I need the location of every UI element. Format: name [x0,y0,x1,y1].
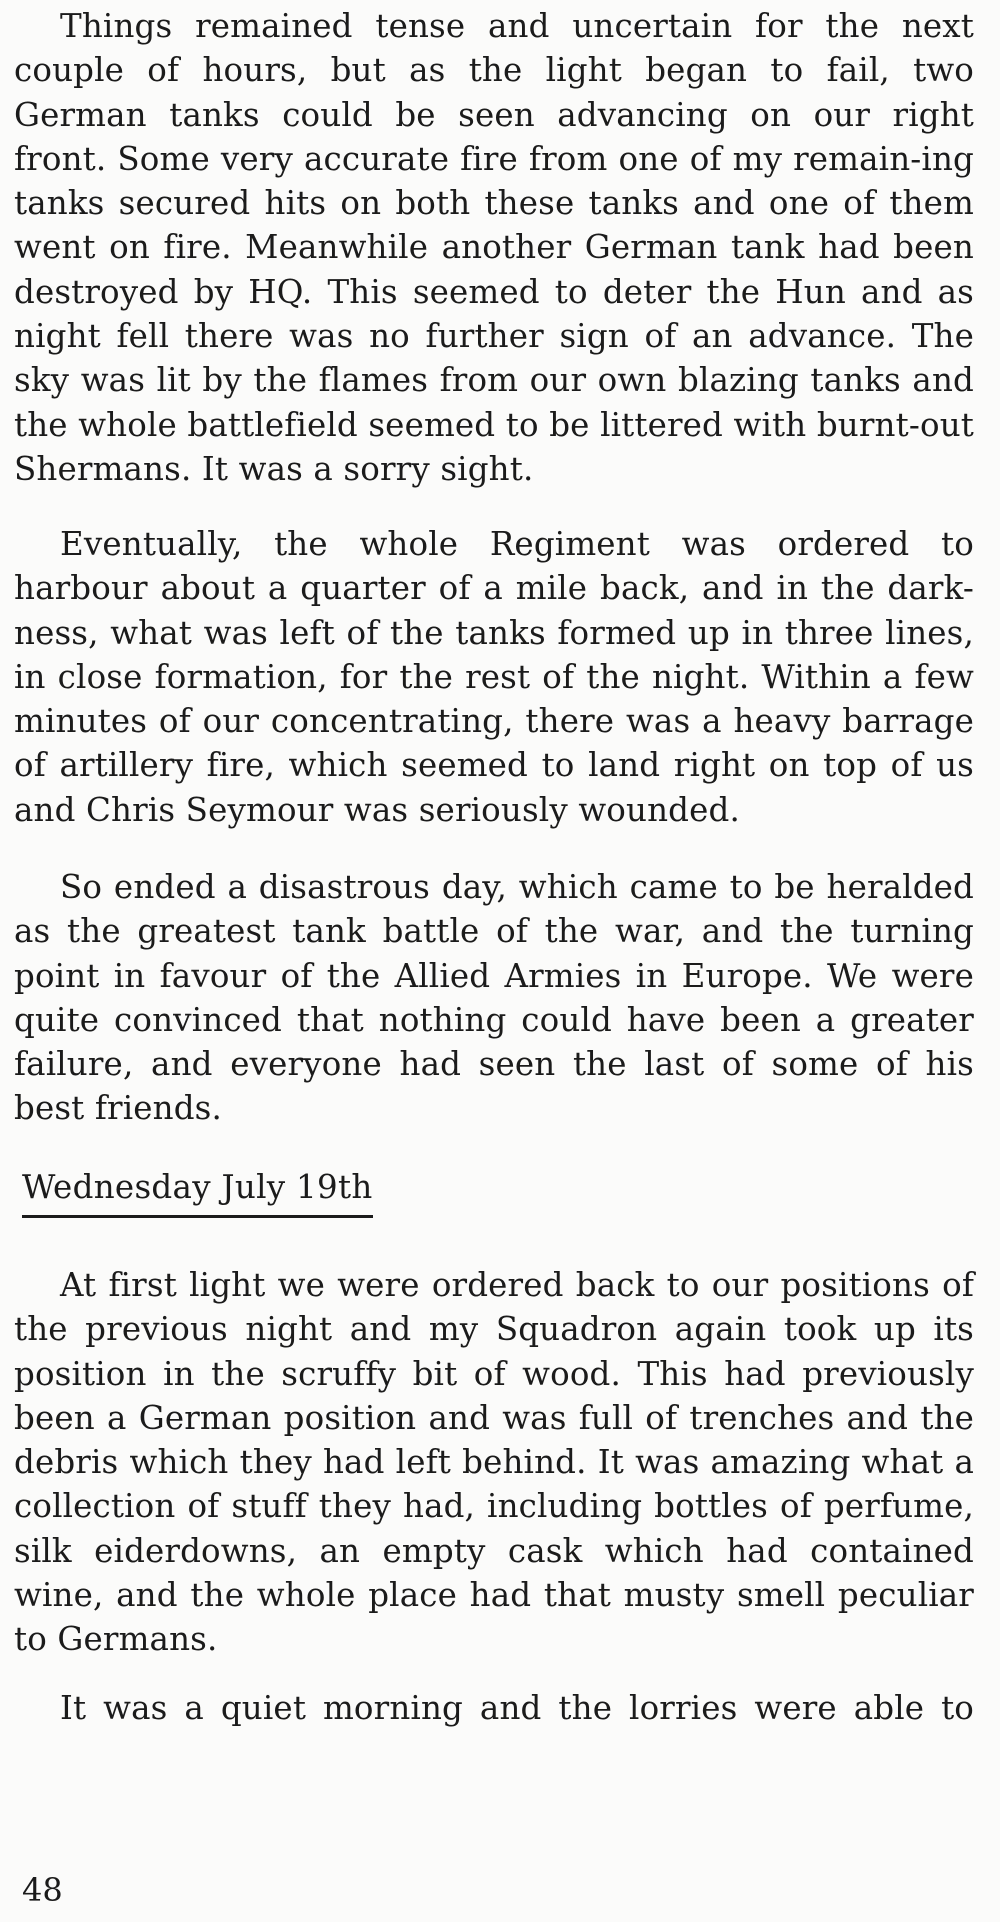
paragraph-regiment-harbour: Eventually, the whole Regiment was ordered to harbour about a quarter of a mile back, and in the dark-ness, what was left of the tanks formed up in three lines, in close formation, for the rest of the night. Within a few minutes of our concentrating, there was a heavy barrage of artillery fire, which seemed to land right on top of us and Chris Seymour was seriously wounded. [14,525,974,829]
paragraph-first-light: At first light we were ordered back to our positions of the previous night and my Squadron again took up its position in the scruffy bit of wood. This had previously been a German position and was full of trenches and the debris which they had left behind. It was amazing what a collection of stuff they had, including bottles of perfume, silk eiderdowns, an empty cask which had contained wine, and the whole place had that musty smell peculiar to Germans. [14,1266,974,1659]
paragraph-quiet-morning: It was a quiet morning and the lorries were able to [60,1689,974,1727]
paragraph-disastrous-day: So ended a disastrous day, which came to be heralded as the greatest tank battle of the war, and the turning point in favour of the Allied Armies in Europe. We were quite convinced that nothing could have been a greater failure, and everyone had seen the last of some of his best friends. [14,868,974,1128]
paragraph-tanks-advancing: Things remained tense and uncertain for the next couple of hours, but as the light began to fail, two German tanks could be seen advancing on our right front. Some very accurate fire from one of my remain-ing tanks secured hits on both these tanks and one of them went on fire. Meanwhile another German tank had been destroyed by HQ. This seemed to deter the Hun and as night fell there was no further sign of an advance. The sky was lit by the flames from our own blazing tanks and the whole battlefield seemed to be littered with burnt-out Shermans. It was a sorry sight. [14,7,974,488]
page-number: 48 [22,1871,63,1909]
section-heading-date: Wednesday July 19th [22,1165,373,1218]
